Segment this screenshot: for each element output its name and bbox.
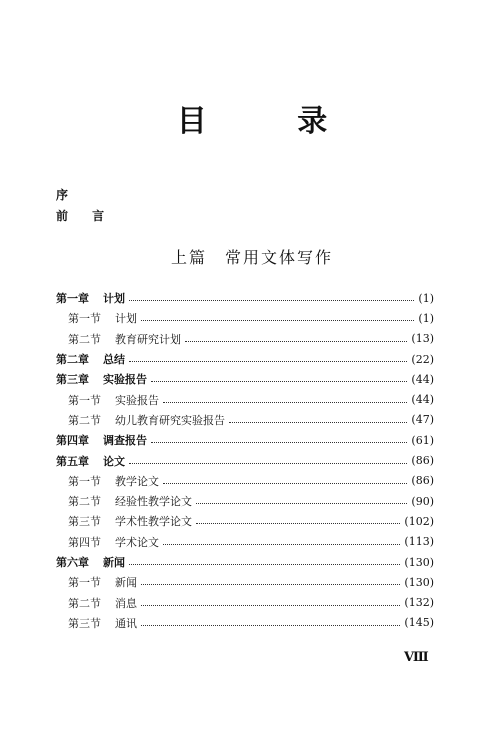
toc-entry-page: (145) (404, 616, 434, 630)
toc-chapter-row[interactable] (56, 288, 434, 308)
toc-leader-dots (163, 482, 407, 484)
toc-leader-dots (163, 543, 400, 545)
toc-leader-dots (151, 380, 407, 382)
toc-section-row[interactable] (56, 491, 434, 511)
toc-section-row[interactable] (56, 410, 434, 430)
toc-entry-page: (132) (404, 596, 434, 610)
toc-entry-number: 第一章 (56, 292, 89, 306)
front-matter-preface[interactable]: 序 (56, 188, 69, 202)
toc-leader-dots (129, 563, 400, 565)
toc-entry-title: 教育研究计划 (115, 332, 181, 346)
table-of-contents (56, 288, 434, 633)
toc-entry-page: (113) (404, 535, 434, 549)
toc-entry-title: 新闻 (115, 576, 137, 590)
toc-leader-dots (141, 624, 400, 626)
toc-entry-title: 调查报告 (103, 434, 147, 448)
toc-entry-title: 实验报告 (115, 393, 159, 407)
toc-leader-dots (141, 319, 414, 321)
toc-entry-number: 第一节 (68, 393, 101, 407)
part-subtitle: 常用文体写作 (225, 248, 334, 267)
toc-entry-page: (44) (411, 372, 434, 386)
part-heading (0, 245, 504, 268)
toc-entry-page: (86) (411, 454, 434, 468)
toc-entry-number: 第一节 (68, 474, 101, 488)
toc-entry-title: 学术性教学论文 (115, 515, 192, 529)
toc-entry-page: (1) (418, 291, 434, 305)
toc-entry-number: 第三节 (68, 515, 101, 529)
toc-entry-number: 第二节 (68, 413, 101, 427)
toc-section-row[interactable] (56, 511, 434, 531)
page-number: Ⅷ (404, 650, 429, 665)
front-matter-foreword[interactable]: 前 言 (56, 209, 115, 223)
toc-entry-number: 第五章 (56, 454, 89, 468)
toc-entry-number: 第三节 (68, 616, 101, 630)
toc-leader-dots (141, 604, 400, 606)
toc-section-row[interactable] (56, 471, 434, 491)
toc-leader-dots (141, 583, 400, 585)
toc-entry-page: (90) (411, 494, 434, 508)
toc-entry-title: 新闻 (103, 556, 125, 569)
toc-entry-page: (102) (404, 514, 434, 528)
toc-leader-dots (151, 441, 407, 443)
toc-entry-title: 计划 (103, 292, 125, 306)
toc-entry-number: 第二章 (56, 353, 89, 367)
toc-entry-page: (1) (418, 311, 434, 325)
toc-section-row[interactable] (56, 592, 434, 612)
toc-entry-page: (130) (404, 575, 434, 589)
toc-leader-dots (196, 502, 407, 504)
toc-entry-title: 学术论文 (115, 535, 159, 549)
toc-entry-page: (13) (411, 332, 434, 346)
toc-entry-page: (22) (411, 352, 434, 366)
toc-entry-title: 消息 (115, 596, 137, 610)
toc-section-row[interactable] (56, 389, 434, 409)
toc-entry-number: 第四节 (68, 535, 101, 549)
toc-leader-dots (163, 401, 407, 403)
toc-entry-number: 第二节 (68, 495, 101, 509)
toc-section-row[interactable] (56, 613, 434, 633)
toc-entry-page: (86) (411, 474, 434, 488)
toc-section-row[interactable] (56, 572, 434, 592)
toc-entry-number: 第六章 (56, 556, 89, 569)
toc-entry-number: 第一节 (68, 576, 101, 590)
toc-entry-title: 经验性教学论文 (115, 495, 192, 509)
toc-entry-number: 第一节 (68, 312, 101, 326)
toc-leader-dots (185, 340, 407, 342)
toc-entry-title: 总结 (103, 353, 125, 367)
toc-leader-dots (129, 360, 407, 362)
toc-leader-dots (229, 421, 407, 423)
page-title: 目 录 (176, 104, 368, 139)
part-title: 上篇 (170, 248, 207, 267)
toc-entry-page: (61) (411, 433, 434, 447)
toc-entry-number: 第二节 (68, 596, 101, 610)
toc-entry-number: 第二节 (68, 332, 101, 346)
toc-leader-dots (129, 462, 407, 464)
toc-section-row[interactable] (56, 532, 434, 552)
toc-chapter-row[interactable] (56, 430, 434, 450)
toc-entry-title: 教学论文 (115, 474, 159, 488)
toc-entry-title: 论文 (103, 454, 125, 468)
toc-entry-page: (47) (411, 413, 434, 427)
toc-entry-page: (44) (411, 393, 434, 407)
toc-chapter-row[interactable] (56, 369, 434, 389)
toc-chapter-row[interactable] (56, 349, 434, 369)
toc-entry-title: 通讯 (115, 616, 137, 630)
toc-entry-title: 幼儿教育研究实验报告 (115, 413, 225, 427)
toc-section-row[interactable] (56, 329, 434, 349)
toc-entry-page: (130) (404, 555, 434, 569)
toc-leader-dots (196, 522, 400, 524)
toc-entry-number: 第四章 (56, 434, 89, 448)
toc-entry-title: 实验报告 (103, 373, 147, 387)
toc-chapter-row[interactable] (56, 450, 434, 470)
toc-section-row[interactable] (56, 308, 434, 328)
toc-chapter-row[interactable] (56, 552, 434, 572)
toc-entry-number: 第三章 (56, 373, 89, 387)
toc-leader-dots (129, 299, 414, 301)
toc-entry-title: 计划 (115, 312, 137, 326)
